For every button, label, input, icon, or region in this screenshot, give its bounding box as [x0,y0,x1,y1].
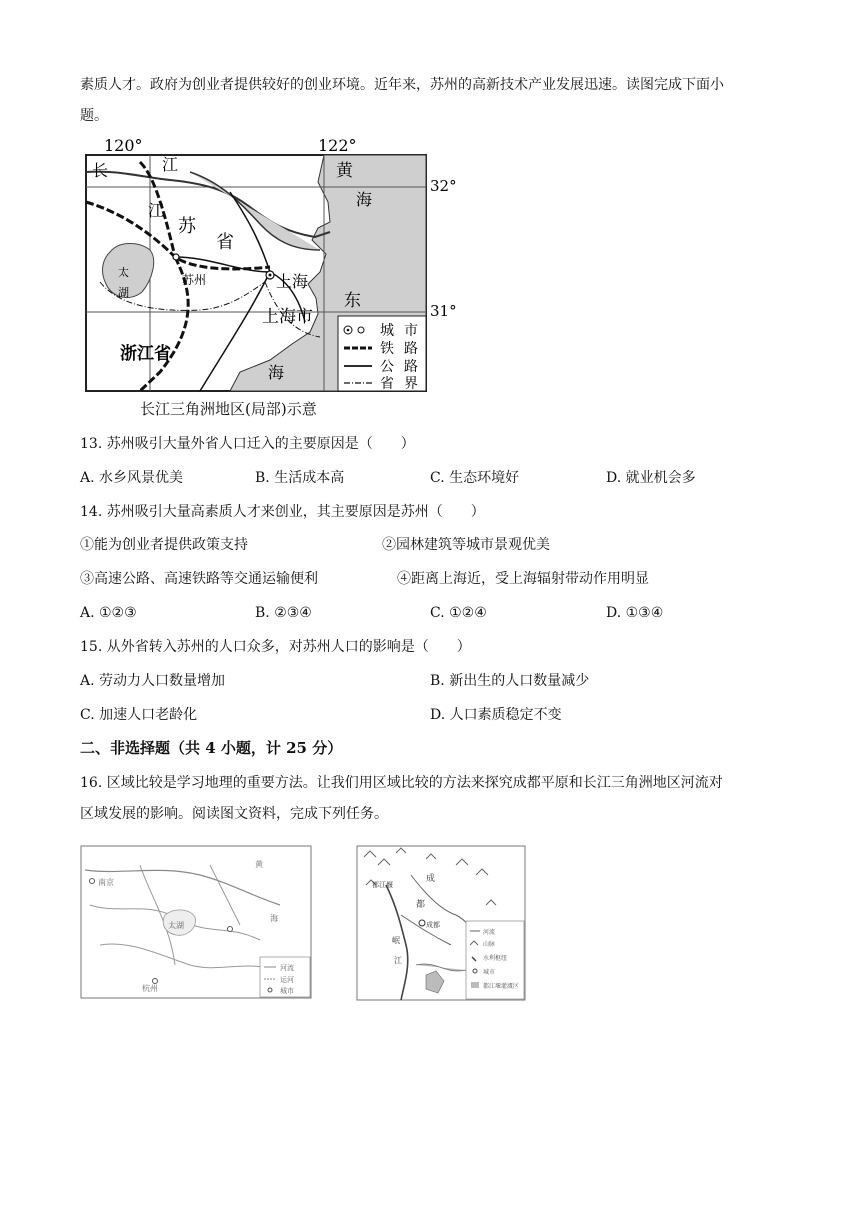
label-su: 苏 [178,216,196,237]
map3-legend [466,921,524,999]
label-hai1: 海 [356,190,373,209]
label-shanghaishi: 上海市 [262,307,313,327]
yangtze-delta-map [80,132,460,398]
q15-option-c: C. 加速人口老龄化 [80,707,198,723]
svg-text:市: 市 [404,323,418,339]
map2-legend [260,957,310,997]
svg-text:山脉: 山脉 [483,941,496,948]
label-chang: 长 [92,161,109,180]
q13-option-d: D. 就业机会多 [606,470,696,486]
svg-text:城: 城 [380,323,394,339]
q14-option-a: A. ①②③ [80,605,137,621]
q15-stem: 15. 从外省转入苏州的人口众多，对苏州人口的影响是（ ） [80,639,471,655]
q14-statement-2: ②园林建筑等城市景观优美 [382,537,550,553]
lat-31-label: 31° [430,302,457,320]
svg-text:黄: 黄 [255,860,263,869]
lat-32-label: 32° [430,177,457,195]
svg-text:江: 江 [394,956,402,965]
intro-line-2: 题。 [80,108,108,124]
label-jiang1: 江 [162,155,179,174]
svg-text:运河: 运河 [280,976,294,984]
svg-text:城市: 城市 [483,969,496,976]
q14-statement-4: ④距离上海近，受上海辐射带动作用明显 [397,571,649,587]
yangtze-rivers-map [80,845,312,999]
label-hu: 湖 [118,286,129,299]
intro-line-1: 素质人才。政府为创业者提供较好的创业环境。近年来，苏州的高新技术产业发展迅速。读图完成下面小 [80,77,724,93]
label-zhejiang: 浙江省 [120,344,171,364]
label-huang: 黄 [336,161,353,181]
svg-text:公: 公 [380,359,394,375]
lon-122-label: 122° [318,136,357,155]
svg-text:太湖: 太湖 [168,921,184,930]
section2-heading: 二、非选择题（共 4 小题，计 25 分） [80,739,343,757]
svg-text:界: 界 [404,376,418,392]
svg-text:路: 路 [404,341,418,357]
svg-text:都: 都 [416,900,426,910]
q14-stem: 14. 苏州吸引大量高素质人才来创业，其主要原因是苏州（ ） [80,504,485,520]
svg-text:岷: 岷 [392,936,400,945]
label-suzhou: 苏州 [182,273,207,287]
q15-option-d: D. 人口素质稳定不变 [430,707,562,723]
svg-text:水利枢纽: 水利枢纽 [483,955,508,962]
svg-text:成都: 成都 [426,921,440,929]
q15-option-a: A. 劳动力人口数量增加 [80,673,226,689]
q13-option-a: A. 水乡风景优美 [80,470,184,486]
q13-option-b: B. 生活成本高 [255,470,345,486]
svg-text:都江堰: 都江堰 [372,881,393,889]
label-jiang2: 江 [148,201,165,220]
map1-legend [338,316,426,392]
q14-option-c: C. ①②④ [430,605,487,621]
svg-text:南京: 南京 [98,878,114,887]
svg-text:河流: 河流 [483,929,496,936]
label-sheng: 省 [216,232,234,253]
q14-option-b: B. ②③④ [255,605,312,621]
label-dong: 东 [344,291,361,311]
lon-120-label: 120° [104,136,143,155]
suzhou-city-icon [173,254,179,260]
svg-text:铁: 铁 [380,341,394,357]
label-shanghai: 上海 [276,272,309,291]
svg-text:路: 路 [404,359,418,375]
chengdu-plain-map [356,845,526,1001]
svg-text:都江堰灌溉区: 都江堰灌溉区 [483,983,520,990]
q13-option-c: C. 生态环境好 [430,470,520,486]
q14-statement-1: ①能为创业者提供政策支持 [80,537,248,553]
svg-text:河流: 河流 [280,964,294,972]
q16-line-2: 区域发展的影响。阅读图文资料，完成下列任务。 [80,806,388,822]
svg-text:杭州: 杭州 [142,984,158,993]
q16-line-1: 16. 区域比较是学习地理的重要方法。让我们用区域比较的方法来探究成都平原和长江三角洲地区河流对 [80,775,723,791]
label-tai: 太 [118,266,129,279]
svg-text:成: 成 [426,874,436,884]
svg-text:海: 海 [270,914,278,923]
q13-stem: 13. 苏州吸引大量外省人口迁入的主要原因是（ ） [80,436,415,452]
q15-option-b: B. 新出生的人口数量减少 [430,673,590,689]
map1-caption: 长江三角洲地区(局部)示意 [140,400,317,418]
q14-option-d: D. ①③④ [606,605,664,621]
svg-text:省: 省 [380,376,394,392]
svg-text:城市: 城市 [280,987,294,995]
label-hai2: 海 [268,363,285,382]
q14-statement-3: ③高速公路、高速铁路等交通运输便利 [80,571,318,587]
